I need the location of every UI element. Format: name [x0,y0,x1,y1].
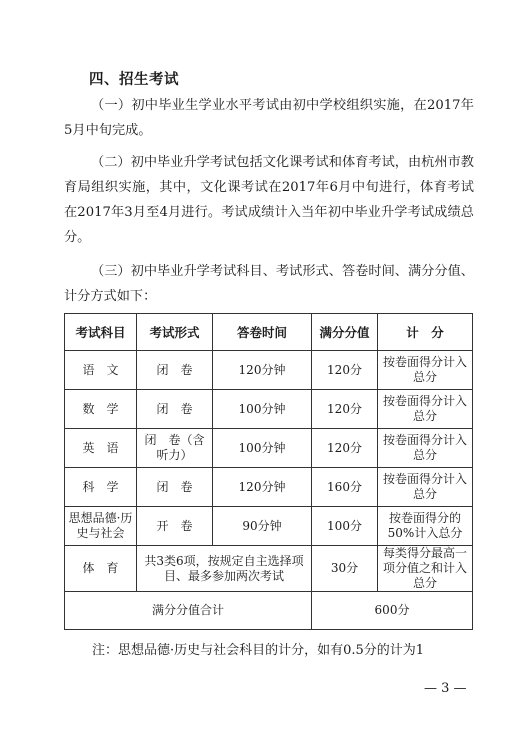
cell-subject: 思想品德·历史与社会 [65,507,137,546]
cell-method: 每类得分最高一项分值之和计入总分 [378,546,473,592]
header-score: 满分分值 [312,314,378,351]
table-total-row [65,592,473,630]
paragraph-3: （三）初中毕业升学考试科目、考试形式、答卷时间、满分分值、计分方式如下： [64,264,474,304]
header-subject: 考试科目 [65,314,137,351]
cell-form: 闭 卷 [137,468,213,507]
cell-time: 120分钟 [213,468,312,507]
cell-score: 120分 [312,390,378,429]
total-label: 满分分值合计 [65,592,312,630]
paragraph-1: （一）初中毕业生学业水平考试由初中学校组织实施，在2017年5月中旬完成。 [64,98,474,138]
section-heading: 四、招生考试 [89,71,179,88]
cell-subject: 体 育 [65,546,137,592]
footnote: 注：思想品德·历史与社会科目的计分，如有0.5分的计为1 [92,643,425,658]
table-row [65,507,473,546]
table-row [65,429,473,468]
cell-method: 按卷面得分的50%计入总分 [378,507,473,546]
cell-method: 按卷面得分计入总分 [378,429,473,468]
cell-time: 100分钟 [213,390,312,429]
cell-form-merged: 共3类6项，按规定自主选择项目、最多参加两次考试 [137,546,312,592]
cell-subject: 数 学 [65,390,137,429]
header-method: 计 分 [378,314,473,351]
page-number: — 3 — [424,681,467,696]
table-header-row [65,314,473,351]
cell-method: 按卷面得分计入总分 [378,351,473,390]
cell-form: 闭 卷 [137,351,213,390]
paragraph-2: （二）初中毕业升学考试包括文化课考试和体育考试，由杭州市教育局组织实施，其中，文化课考试在2017年6月中旬进行，体育考试在2017年3月至4月进行。考试成绩计入当年初中毕业升学考试成绩总分。 [64,155,474,245]
cell-form: 闭 卷 [137,390,213,429]
cell-score: 100分 [312,507,378,546]
cell-form: 开 卷 [137,507,213,546]
header-time: 答卷时间 [213,314,312,351]
table-row [65,468,473,507]
cell-score: 30分 [312,546,378,592]
total-value: 600分 [312,592,473,630]
table-row [65,351,473,390]
cell-subject: 科 学 [65,468,137,507]
cell-method: 按卷面得分计入总分 [378,468,473,507]
cell-score: 120分 [312,429,378,468]
cell-time: 100分钟 [213,429,312,468]
cell-score: 160分 [312,468,378,507]
cell-time: 120分钟 [213,351,312,390]
cell-subject: 英 语 [65,429,137,468]
cell-form: 闭 卷（含听力） [137,429,213,468]
table-row-pe [65,546,473,592]
cell-time: 90分钟 [213,507,312,546]
header-form: 考试形式 [137,314,213,351]
cell-method: 按卷面得分计入总分 [378,390,473,429]
cell-score: 120分 [312,351,378,390]
table-row [65,390,473,429]
exam-table [64,313,473,630]
cell-subject: 语 文 [65,351,137,390]
